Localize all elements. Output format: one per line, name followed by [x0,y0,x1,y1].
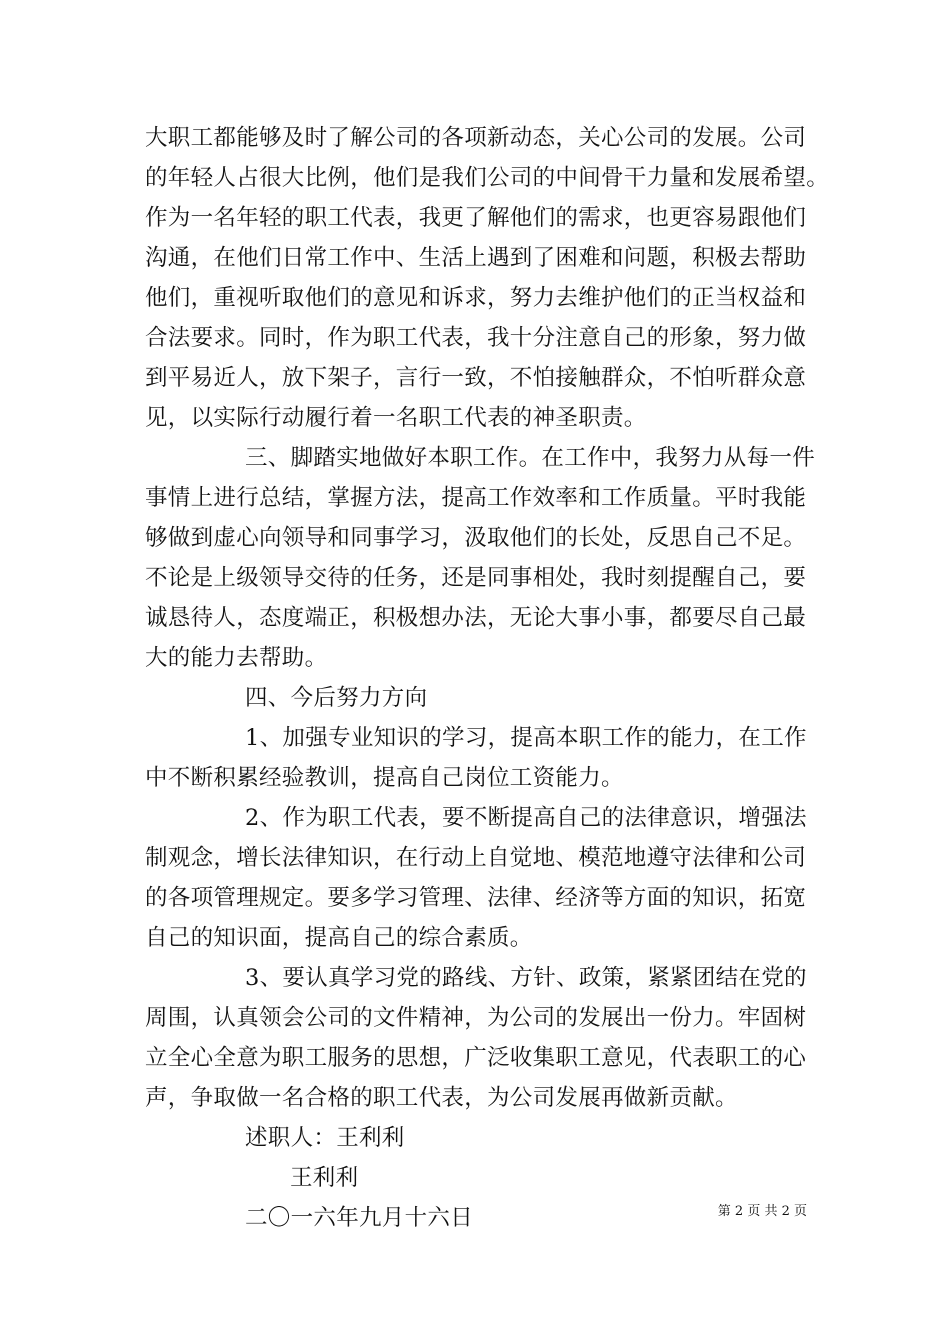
text-line: 作为一名年轻的职工代表，我更了解他们的需求，也更容易跟他们 [145,205,807,231]
list-item-2: 2、作为职工代表，要不断提高自己的法律意识，增强法 [245,805,807,831]
text-line: 声，争取做一名合格的职工代表，为公司发展再做新贡献。 [145,1085,738,1111]
signature-label: 述职人：王利利 [245,1125,405,1151]
list-item-1: 1、加强专业知识的学习，提高本职工作的能力，在工作 [245,725,807,751]
page-number: 第 2 页 共 2 页 [717,1204,807,1219]
text-line: 大的能力去帮助。 [145,645,328,671]
section-heading-four: 四、今后努力方向 [245,685,428,711]
text-line: 的各项管理规定。要多学习管理、法律、经济等方面的知识，拓宽 [145,885,807,911]
text-line: 周围，认真领会公司的文件精神，为公司的发展出一份力。牢固树 [145,1005,807,1031]
text-line: 够做到虚心向领导和同事学习，汲取他们的长处，反思自己不足。 [145,525,807,551]
text-line: 他们，重视听取他们的意见和诉求，努力去维护他们的正当权益和 [145,285,807,311]
signature-date: 二〇一六年九月十六日 [245,1205,474,1231]
section-heading-three: 三、脚踏实地做好本职工作。在工作中，我努力从每一件 [245,445,816,471]
text-line: 到平易近人，放下架子，言行一致，不怕接触群众，不怕听群众意 [145,365,807,391]
text-line: 中不断积累经验教训，提高自己岗位工资能力。 [145,765,624,791]
text-line: 大职工都能够及时了解公司的各项新动态，关心公司的发展。公司 [145,125,807,151]
text-line: 不论是上级领导交待的任务，还是同事相处，我时刻提醒自己，要 [145,565,807,591]
signature-name: 王利利 [290,1165,359,1191]
text-line: 诚恳待人，态度端正，积极想办法，无论大事小事，都要尽自己最 [145,605,807,631]
text-line: 合法要求。同时，作为职工代表，我十分注意自己的形象，努力做 [145,325,807,351]
text-line: 见，以实际行动履行着一名职工代表的神圣职责。 [145,405,647,431]
text-line: 事情上进行总结，掌握方法，提高工作效率和工作质量。平时我能 [145,485,807,511]
text-line: 的年轻人占很大比例，他们是我们公司的中间骨干力量和发展希望。 [145,165,830,191]
text-line: 自己的知识面，提高自己的综合素质。 [145,925,533,951]
text-line: 沟通，在他们日常工作中、生活上遇到了困难和问题，积极去帮助 [145,245,807,271]
text-line: 制观念，增长法律知识，在行动上自觉地、模范地遵守法律和公司 [145,845,807,871]
list-item-3: 3、要认真学习党的路线、方针、政策，紧紧团结在党的 [245,965,807,991]
text-line: 立全心全意为职工服务的思想，广泛收集职工意见，代表职工的心 [145,1045,807,1071]
document-body [145,118,830,1238]
